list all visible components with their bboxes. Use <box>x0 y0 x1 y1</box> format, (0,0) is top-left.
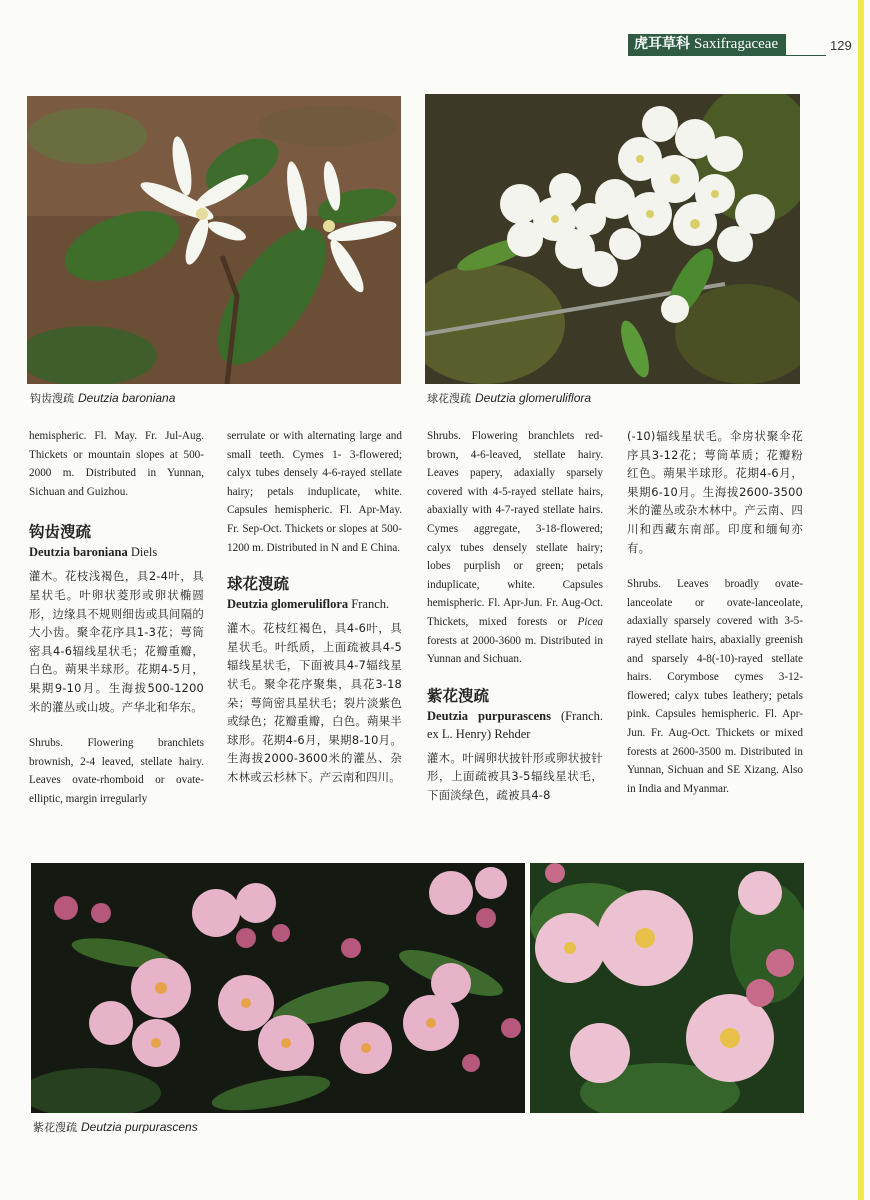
species-title-lat-purpurascens: Deutzia purpurascens (Franch. ex L. Henry) Rehder <box>427 708 603 741</box>
purpurascens-description-cn: 灌木。叶阔卵状披针形或卵状披针形，上面疏被具3-5辐线星状毛，下面淡绿色，疏被具4-8 <box>427 750 603 802</box>
species-title-lat-glomeruliflora: Deutzia glomeruliflora Franch. <box>227 597 390 612</box>
baroniana-description-en: Shrubs. Flowering branchlets brownish, 2-4 leaved, stellate hairy. Leaves ovate-rhomboid or ovate-elliptic, margin irregularly <box>29 737 204 805</box>
text-column-1 <box>29 427 204 809</box>
species-title-cn-glomeruliflora: 球花溲疏 <box>227 575 290 594</box>
previous-species-description-end: hemispheric. Fl. May. Fr. Jul-Aug. Thickets or mountain slopes at 500-2000 m. Distributed in Yunnan, Sichuan and Guizhou. <box>29 430 204 498</box>
family-name-cn: 虎耳草科 <box>634 36 690 52</box>
baroniana-description-en-continued: serrulate or with alternating large and small teeth. Cymes 1- 3-flowered; calyx tubes densely 4-6-rayed stellate hairy; petals induplicate, white. Capsules hemispheric. Fl. Apr-May. Fr. Sep-Oct. Thickets or slopes at 500-1200 m. Distributed in N and E China. <box>227 430 402 554</box>
photo-deutzia-purpurascens-closeup <box>530 863 804 1113</box>
species-title-cn-purpurascens: 紫花溲疏 <box>427 686 490 705</box>
purpurascens-description-cn-continued: (-10)辐线星状毛。伞房状聚伞花序具3-12花；萼筒革质；花瓣粉红色。蒴果半球形。花期4-6月，果期6-10月。生海拔2600-3500米的灌丛或杂木林中。产云南、四川和西藏东南部。印度和缅甸亦有。 <box>627 429 803 555</box>
photo-deutzia-purpurascens-branch <box>31 863 525 1113</box>
family-header <box>628 34 786 55</box>
caption-glomeruliflora: 球花溲疏 Deutzia glomeruliflora <box>427 391 592 405</box>
glomeruliflora-description-en: Shrubs. Flowering branchlets red-brown, 4-6-leaved, stellate hairy. Leaves papery, adaxially sparsely covered with 4-5-rayed stellate hairs, abaxially with 4-7-rayed stellate hairs. Cymes aggregate, 3-18-flowered; calyx tubes densely stellate hairy; lobes purplish or green; petals induplicate, white. Capsules hemispheric. Fl. Apr-Jun. Fr. Aug-Oct. Thickets, mixed forests or Picea forests at 2000-3600 m. Distributed in Yunnan and Sichuan. <box>427 430 603 666</box>
page-number: 129 <box>830 38 852 53</box>
caption-baroniana: 钩齿溲疏 Deutzia baroniana <box>30 391 176 405</box>
caption-purpurascens: 紫花溲疏 Deutzia purpurascens <box>33 1120 198 1134</box>
photo-deutzia-glomeruliflora <box>425 94 800 384</box>
text-column-2 <box>227 427 402 787</box>
page-edge-bar <box>858 0 864 1200</box>
text-column-3 <box>427 427 603 805</box>
family-name-lat: Saxifragaceae <box>694 36 779 52</box>
baroniana-description-cn: 灌木。花枝浅褐色，具2-4叶，具星状毛。叶卵状菱形或卵状椭圆形，边缘具不规则细齿或具间隔的大小齿。聚伞花序具1-3花；萼筒密具4-6辐线星状毛；花瓣重瓣，白色。蒴果半球形。花期4-5月，果期9-10月。生海拔500-1200米的灌丛或山坡。产华北和华东。 <box>29 569 204 714</box>
species-title-cn-baroniana: 钩齿溲疏 <box>29 523 92 542</box>
photo-deutzia-baroniana <box>27 96 401 384</box>
species-title-lat-baroniana: Deutzia baroniana Diels <box>29 545 158 560</box>
text-column-4 <box>627 427 803 798</box>
glomeruliflora-description-cn: 灌木。花枝红褐色，具4-6叶，具星状毛。叶纸质，上面疏被具4-5辐线星状毛，下面被具4-7辐线星状毛。聚伞花序聚集，具花3-18朵；萼筒密具星状毛；裂片淡紫色或绿色；花瓣重瓣，白色。蒴果半球形。花期4-6月，果期8-10月。生海拔2000-3600米的灌丛、杂木林或云杉林下。产云南和四川。 <box>227 621 402 784</box>
header-rule <box>628 55 826 56</box>
purpurascens-description-en: Shrubs. Leaves broadly ovate-lanceolate or ovate-lanceolate, adaxially sparsely covered with 3-5-rayed stellate hairs, abaxially greenish and sparsely 4-8(-10)-rayed stellate hairs. Corymbose cymes 3-12-flowered; calyx tubes leathery; petals pink. Capsules hemispheric. Fl. Apr-Jun. Fr. Aug-Oct. Thickets or mixed forests at 2600-3500 m. Distributed in Yunnan, Sichuan and SE Xizang. Also in India and Myanmar. <box>627 578 803 795</box>
